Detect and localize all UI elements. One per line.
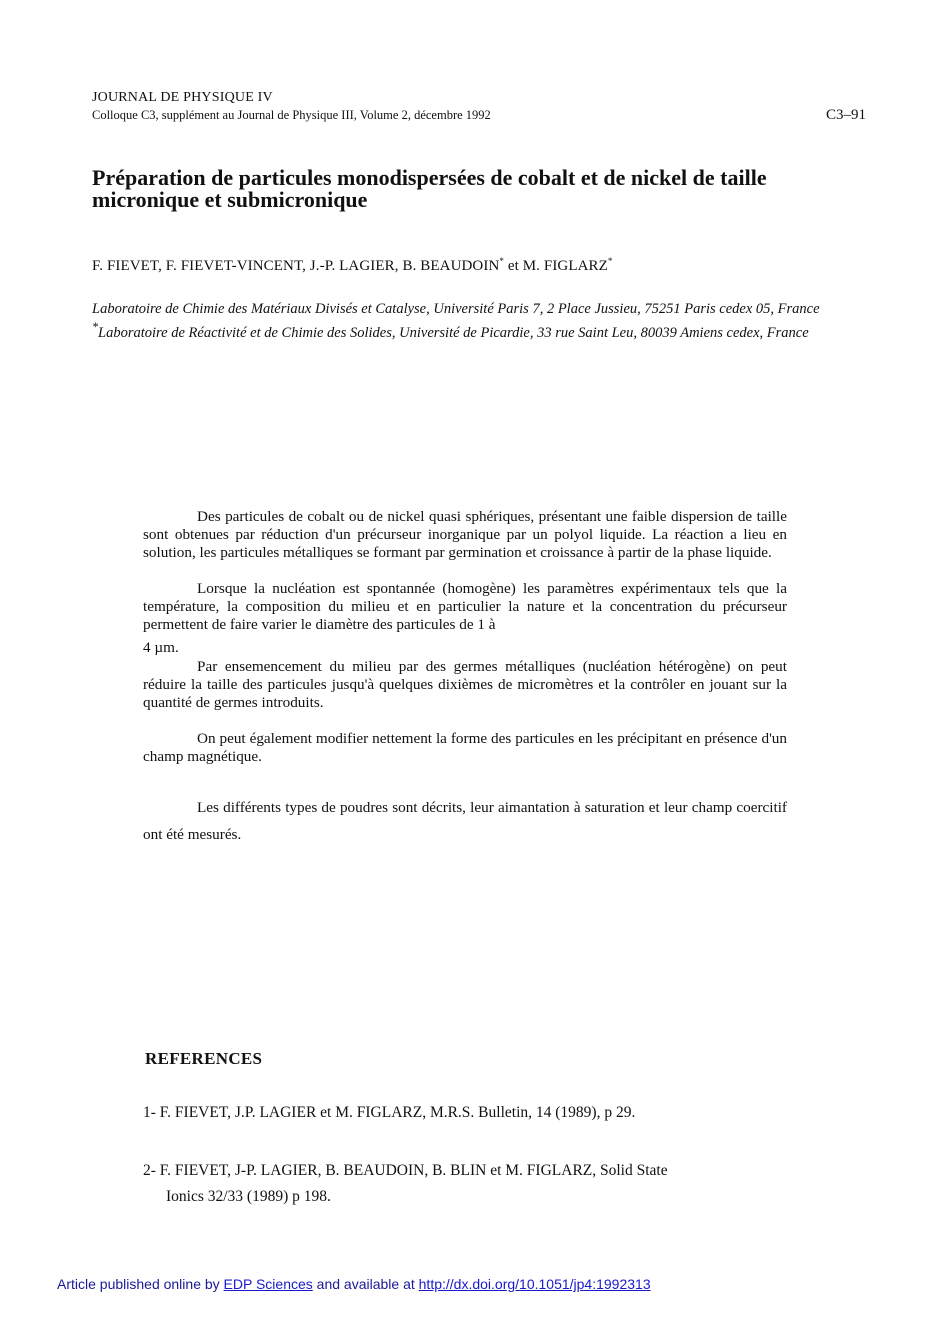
affiliation-1: Laboratoire de Chimie des Matériaux Divisés et Catalyse, Université Paris 7, 2 Place Jussieu, 75251 Paris cedex 05, France (92, 301, 820, 317)
abstract-paragraph-4: On peut également modifier nettement la forme des particules en les précipitant en présence d'un champ magnétique. (143, 730, 787, 765)
doi-link[interactable]: http://dx.doi.org/10.1051/jp4:1992313 (418, 1276, 651, 1292)
page-number: C3–91 (825, 107, 866, 123)
publication-footer (57, 1276, 651, 1292)
abstract-paragraph-5: Les différents types de poudres sont décrits, leur aimantation à saturation et leur champ coercitif ont été mesurés. (143, 799, 787, 843)
affiliation-mark: * (499, 256, 505, 266)
footer-middle: and available at (312, 1276, 419, 1292)
affiliation-2 (92, 318, 866, 342)
abstract-paragraph-2: Lorsque la nucléation est spontannée (homogène) les paramètres expérimentaux tels que la température, la composition du milieu et en particulier la nature et la concentration du précurseur permettent de faire varier le diamètre des particules de 1 à (143, 580, 787, 633)
reference-text: 2- F. FIEVET, J-P. LAGIER, B. BEAUDOIN, B. BLIN et M. FIGLARZ, Solid State (143, 1162, 668, 1179)
reference-continuation: Ionics 32/33 (1989) p 198. (166, 1188, 331, 1205)
journal-name: JOURNAL DE PHYSIQUE IV (92, 90, 273, 105)
authors-text-2: et M. FIGLARZ (504, 258, 608, 274)
affiliation-mark: * (92, 320, 99, 334)
abstract-paragraph-1: Des particules de cobalt ou de nickel quasi sphériques, présentant une faible dispersion de taille sont obtenues par réduction d'un précurseur inorganique par un polyol liquide. La réaction a lieu en solution, les particules métalliques se formant par germination et croissance à partir de la phase liquide. (143, 508, 787, 561)
author-list (92, 256, 613, 275)
abstract-paragraph-2-end: 4 µm. (143, 639, 179, 656)
abstract (143, 508, 787, 848)
affiliations (92, 300, 866, 342)
references-heading: REFERENCES (145, 1049, 263, 1068)
article-title: Préparation de particules monodispersées de cobalt et de nickel de taille micronique et submicronique (92, 165, 767, 212)
publisher-link[interactable]: EDP Sciences (223, 1276, 313, 1292)
footer-prefix: Article published online by (57, 1276, 224, 1292)
reference-item (143, 1158, 783, 1210)
affiliation-mark: * (607, 256, 613, 266)
colloque-line: Colloque C3, supplément au Journal de Physique III, Volume 2, décembre 1992 (92, 108, 491, 122)
affiliation-2-text: Laboratoire de Réactivité et de Chimie des Solides, Université de Picardie, 33 rue Saint Leu, 80039 Amiens cedex, France (98, 324, 809, 341)
abstract-paragraph-3: Par ensemencement du milieu par des germes métalliques (nucléation hétérogène) on peut réduire la taille des particules jusqu'à quelques dixièmes de micromètres et la contrôler en jouant sur la quantité de germes introduits. (143, 658, 787, 711)
authors-text-1: F. FIEVET, F. FIEVET-VINCENT, J.-P. LAGIER, B. BEAUDOIN (92, 258, 500, 274)
reference-item: 1- F. FIEVET, J.P. LAGIER et M. FIGLARZ, M.R.S. Bulletin, 14 (1989), p 29. (143, 1104, 636, 1121)
